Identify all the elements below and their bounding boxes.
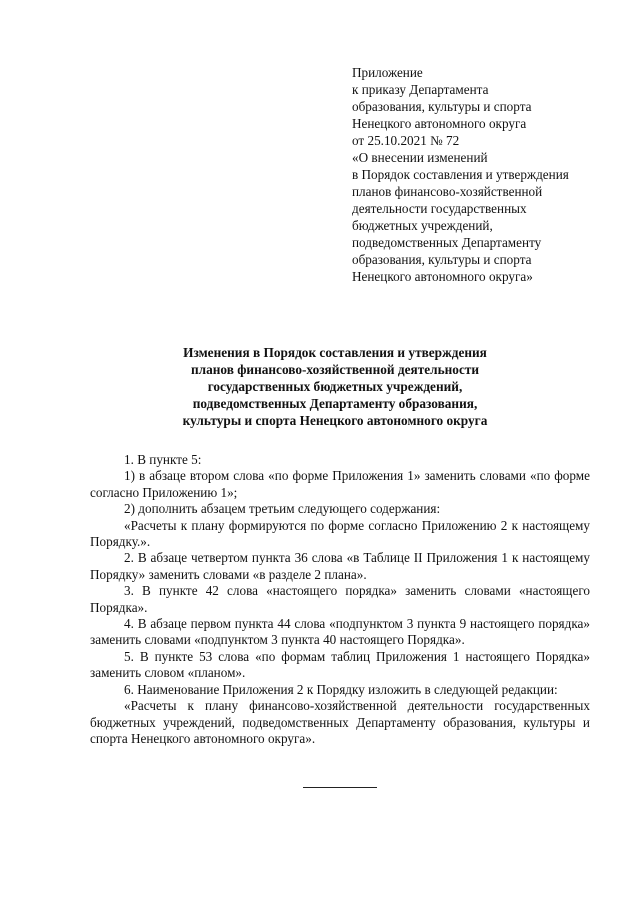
title-line: культуры и спорта Ненецкого автономного округа (182, 413, 488, 428)
title-line: планов финансово-хозяйственной деятельности (190, 362, 480, 377)
body-paragraph: 2. В абзаце четвертом пункта 36 слова «в Таблице II Приложения 1 к настоящему Порядку» заменить словами «в разделе 2 плана». (90, 550, 590, 582)
appendix-line: к приказу Департамента (352, 82, 489, 97)
document-title (80, 344, 590, 429)
title-line: подведомственных Департаменту образования, (192, 396, 478, 411)
body-paragraph: «Расчеты к плану формируются по форме согласно Приложению 2 к настоящему Порядку.». (90, 517, 590, 550)
body-paragraph: 2) дополнить абзацем третьим следующего содержания: (124, 501, 441, 517)
body-paragraph: 4. В абзаце первом пункта 44 слова «подпунктом 3 пункта 9 настоящего порядка» заменить словами «подпунктом 3 пункта 40 настоящего Порядка». (90, 616, 590, 648)
closing-divider (303, 787, 377, 788)
appendix-line: Приложение (352, 65, 423, 80)
body-paragraph: 5. В пункте 53 слова «по формам таблиц Приложения 1 настоящего Порядка» заменить словом «планом». (90, 648, 590, 681)
appendix-line: подведомственных Департаменту (352, 235, 542, 250)
title-line: государственных бюджетных учреждений, (207, 379, 463, 394)
appendix-line: Ненецкого автономного округа (352, 116, 527, 131)
appendix-line: образования, культуры и спорта (352, 252, 532, 267)
appendix-line: «О внесении изменений (352, 150, 488, 165)
body-paragraph: 3. В пункте 42 слова «настоящего порядка» заменить словами «настоящего Порядка». (90, 583, 590, 615)
appendix-line: деятельности государственных (352, 201, 527, 216)
appendix-line: планов финансово-хозяйственной (352, 184, 543, 199)
title-line: Изменения в Порядок составления и утверждения (183, 345, 487, 360)
appendix-line: Ненецкого автономного округа» (352, 269, 533, 284)
appendix-line: от 25.10.2021 № 72 (352, 133, 460, 148)
body-paragraph: 1. В пункте 5: (124, 452, 202, 467)
appendix-line: образования, культуры и спорта (352, 99, 532, 114)
appendix-line: бюджетных учреждений, (352, 218, 493, 233)
body-paragraph: 6. Наименование Приложения 2 к Порядку изложить в следующей редакции: (124, 681, 558, 697)
body-paragraph: «Расчеты к плану финансово-хозяйственной деятельности государственных бюджетных учреждений, подведомственных Департаменту образования, культуры и спорта Ненецкого автономного округа». (90, 698, 590, 746)
document-body (90, 452, 590, 747)
appendix-line: в Порядок составления и утверждения (352, 167, 569, 182)
appendix-header (352, 64, 612, 285)
body-paragraph: 1) в абзаце втором слова «по форме Приложения 1» заменить словами «по форме согласно Приложению 1»; (90, 468, 590, 500)
